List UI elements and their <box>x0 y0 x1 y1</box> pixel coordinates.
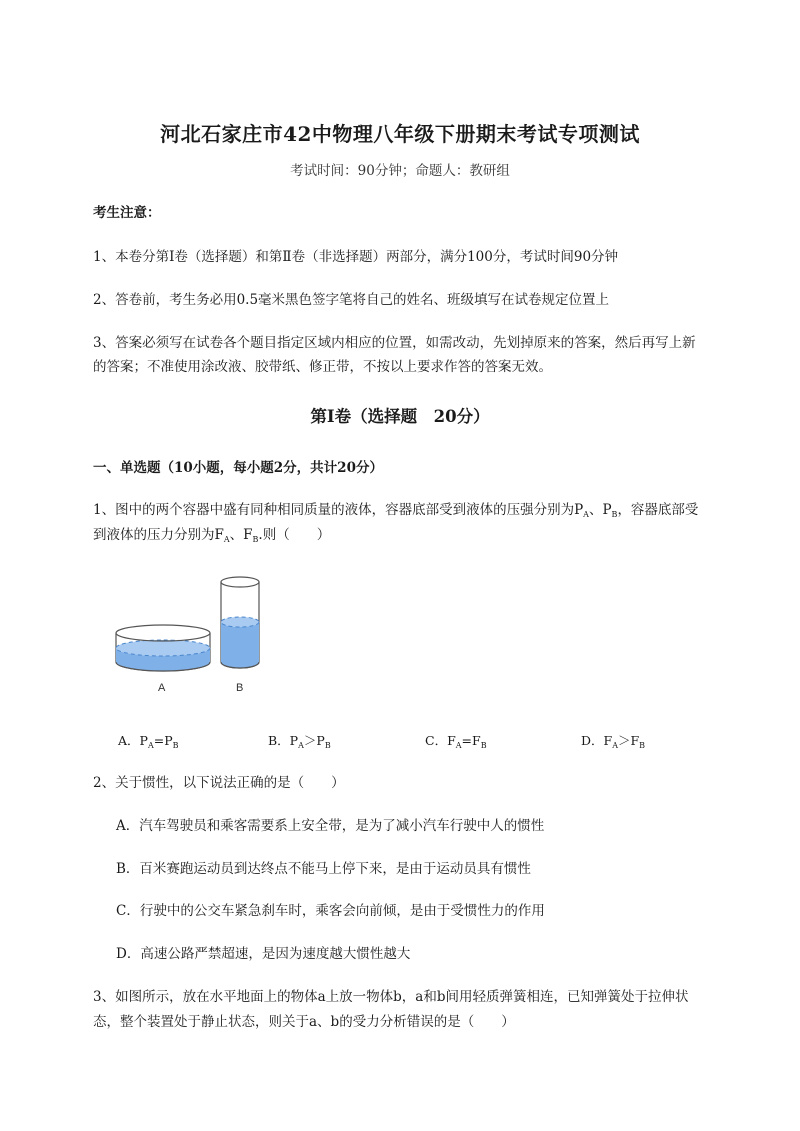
label-a: A <box>158 682 166 694</box>
label-b: B <box>236 682 244 694</box>
q1-stem-line1: 1、图中的两个容器中盛有同种相同质量的液体，容器底部受到液体的压强分别为$P_A$、$P_B$，容器底部受 <box>93 502 699 519</box>
q3-stem-line1: 3、如图所示，放在水平地面上的物体a上放一物体b，a和b间用轻质弹簧相连，已知弹簧处于拉伸状 <box>93 989 689 1005</box>
q1-option-c: C．$F_A=F_B$ <box>425 733 487 750</box>
q2-choice-d: D．高速公路严禁超速，是因为速度越大惯性越大 <box>116 946 411 962</box>
container-b <box>221 577 259 668</box>
q2-choice-a: A．汽车驾驶员和乘客需要系上安全带，是为了减小汽车行驶中人的惯性 <box>116 818 545 834</box>
q2-choice-b: B．百米赛跑运动员到达终点不能马上停下来，是由于运动员具有惯性 <box>116 861 531 877</box>
q2-stem: 2、关于惯性，以下说法正确的是（ ） <box>93 775 345 791</box>
container-a <box>116 625 210 671</box>
notice-heading: 考生注意： <box>93 205 161 221</box>
q3-stem-line2: 态，整个装置处于静止状态，则关于a、b的受力分析错误的是（ ） <box>93 1014 515 1030</box>
q1-stem-line2: 到液体的压力分别为$F_A$、$F_B$.则（ ） <box>93 527 331 544</box>
containers-figure <box>110 574 270 699</box>
q1-option-d: D．$F_A>F_B$ <box>581 733 646 750</box>
notice-item: 1、本卷分第I卷（选择题）和第Ⅱ卷（非选择题）两部分，满分100分，考试时间90分钟 <box>93 249 619 265</box>
page-title: 河北石家庄市42中物理八年级下册期末考试专项测试 <box>160 122 640 146</box>
q1-option-a: A．$P_A=P_B$ <box>118 733 179 750</box>
q2-choice-c: C．行驶中的公交车紧急刹车时，乘客会向前倾，是由于受惯性力的作用 <box>116 903 545 919</box>
part-title: 一、单选题（10小题，每小题2分，共计20分） <box>93 460 383 476</box>
section-title: 第I卷（选择题 20分） <box>310 407 490 426</box>
q1-option-b: B．$P_A>P_B$ <box>268 733 331 750</box>
notice-item-continued: 的答案；不准使用涂改液、胶带纸、修正带，不按以上要求作答的答案无效。 <box>93 359 552 375</box>
exam-info: 考试时间：90分钟；命题人：教研组 <box>290 163 510 179</box>
notice-item: 3、答案必须写在试卷各个题目指定区域内相应的位置，如需改动，先划掉原来的答案，然后再写上新 <box>93 335 696 351</box>
notice-item: 2、答卷前，考生务必用0.5毫米黑色签字笔将自己的姓名、班级填写在试卷规定位置上 <box>93 292 610 308</box>
